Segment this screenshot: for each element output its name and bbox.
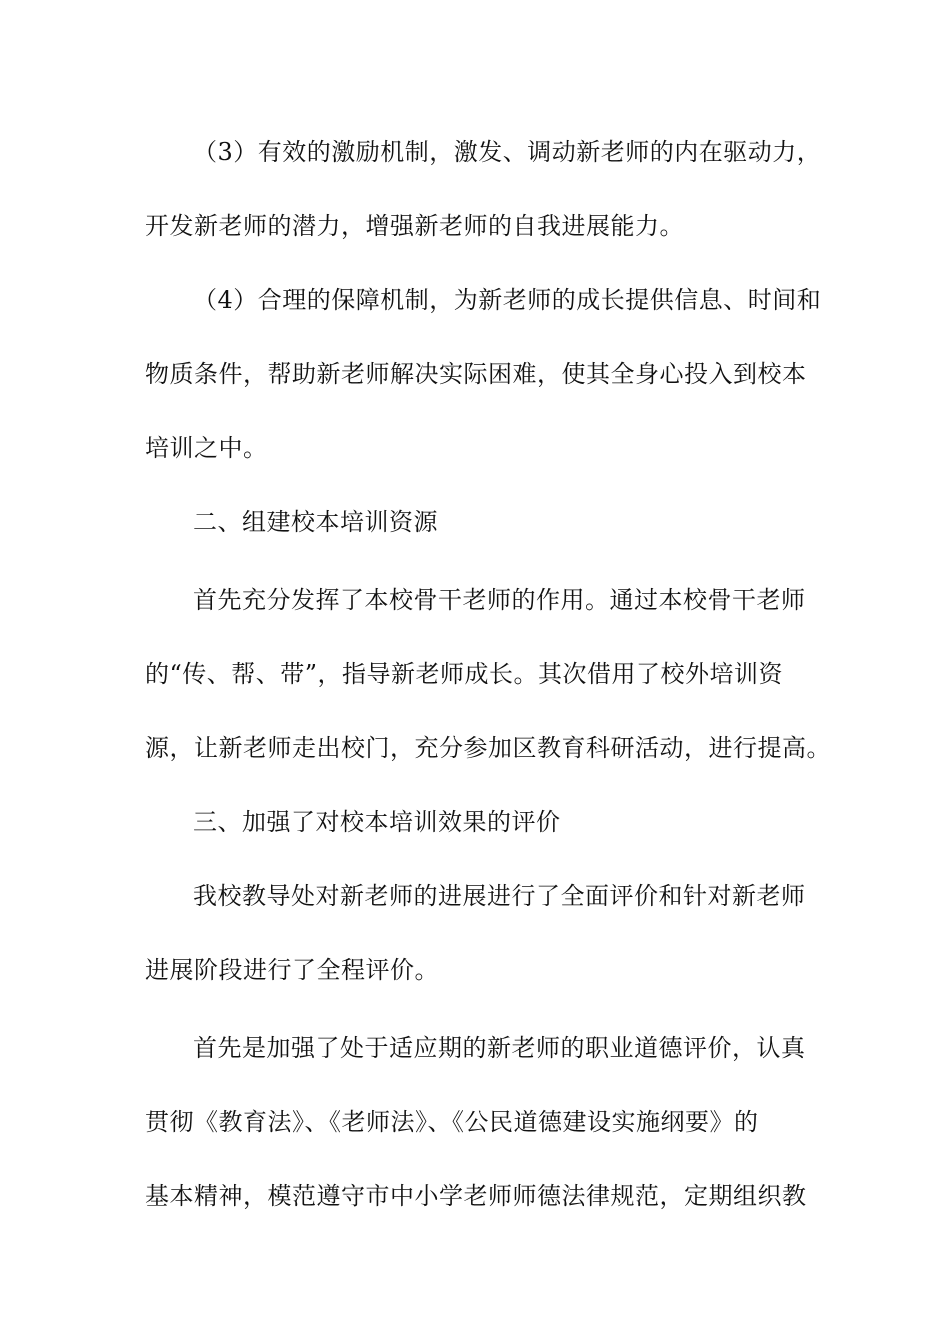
paragraph-4-line-2: 物质条件，帮助新老师解决实际困难，使其全身心投入到校本 (145, 360, 807, 388)
resources-paragraph-line-2: 的“传、帮、带”，指导新老师成长。其次借用了校外培训资 (145, 660, 784, 688)
evaluation-paragraph-line-1: 我校教导处对新老师的进展进行了全面评价和针对新老师 (193, 882, 806, 910)
ethics-paragraph-line-1: 首先是加强了处于适应期的新老师的职业道德评价，认真 (193, 1034, 806, 1062)
paragraph-4-line-1: （4）合理的保障机制，为新老师的成长提供信息、时间和 (193, 286, 822, 314)
resources-paragraph-line-1: 首先充分发挥了本校骨干老师的作用。通过本校骨干老师 (193, 586, 806, 614)
evaluation-paragraph-line-2: 进展阶段进行了全程评价。 (145, 956, 439, 984)
section-heading-2: 二、组建校本培训资源 (193, 508, 438, 536)
resources-paragraph-line-3: 源，让新老师走出校门，充分参加区教育科研活动，进行提高。 (145, 734, 831, 762)
ethics-paragraph-line-2: 贯彻《教育法》、《老师法》、《公民道德建设实施纲要》的 (145, 1108, 759, 1136)
paragraph-3-line-1: （3）有效的激励机制，激发、调动新老师的内在驱动力， (193, 138, 822, 166)
paragraph-4-line-3: 培训之中。 (145, 434, 268, 462)
section-heading-3: 三、加强了对校本培训效果的评价 (193, 808, 561, 836)
ethics-paragraph-line-3: 基本精神，模范遵守市中小学老师师德法律规范，定期组织教 (145, 1182, 807, 1210)
paragraph-3-line-2: 开发新老师的潜力，增强新老师的自我进展能力。 (145, 212, 684, 240)
